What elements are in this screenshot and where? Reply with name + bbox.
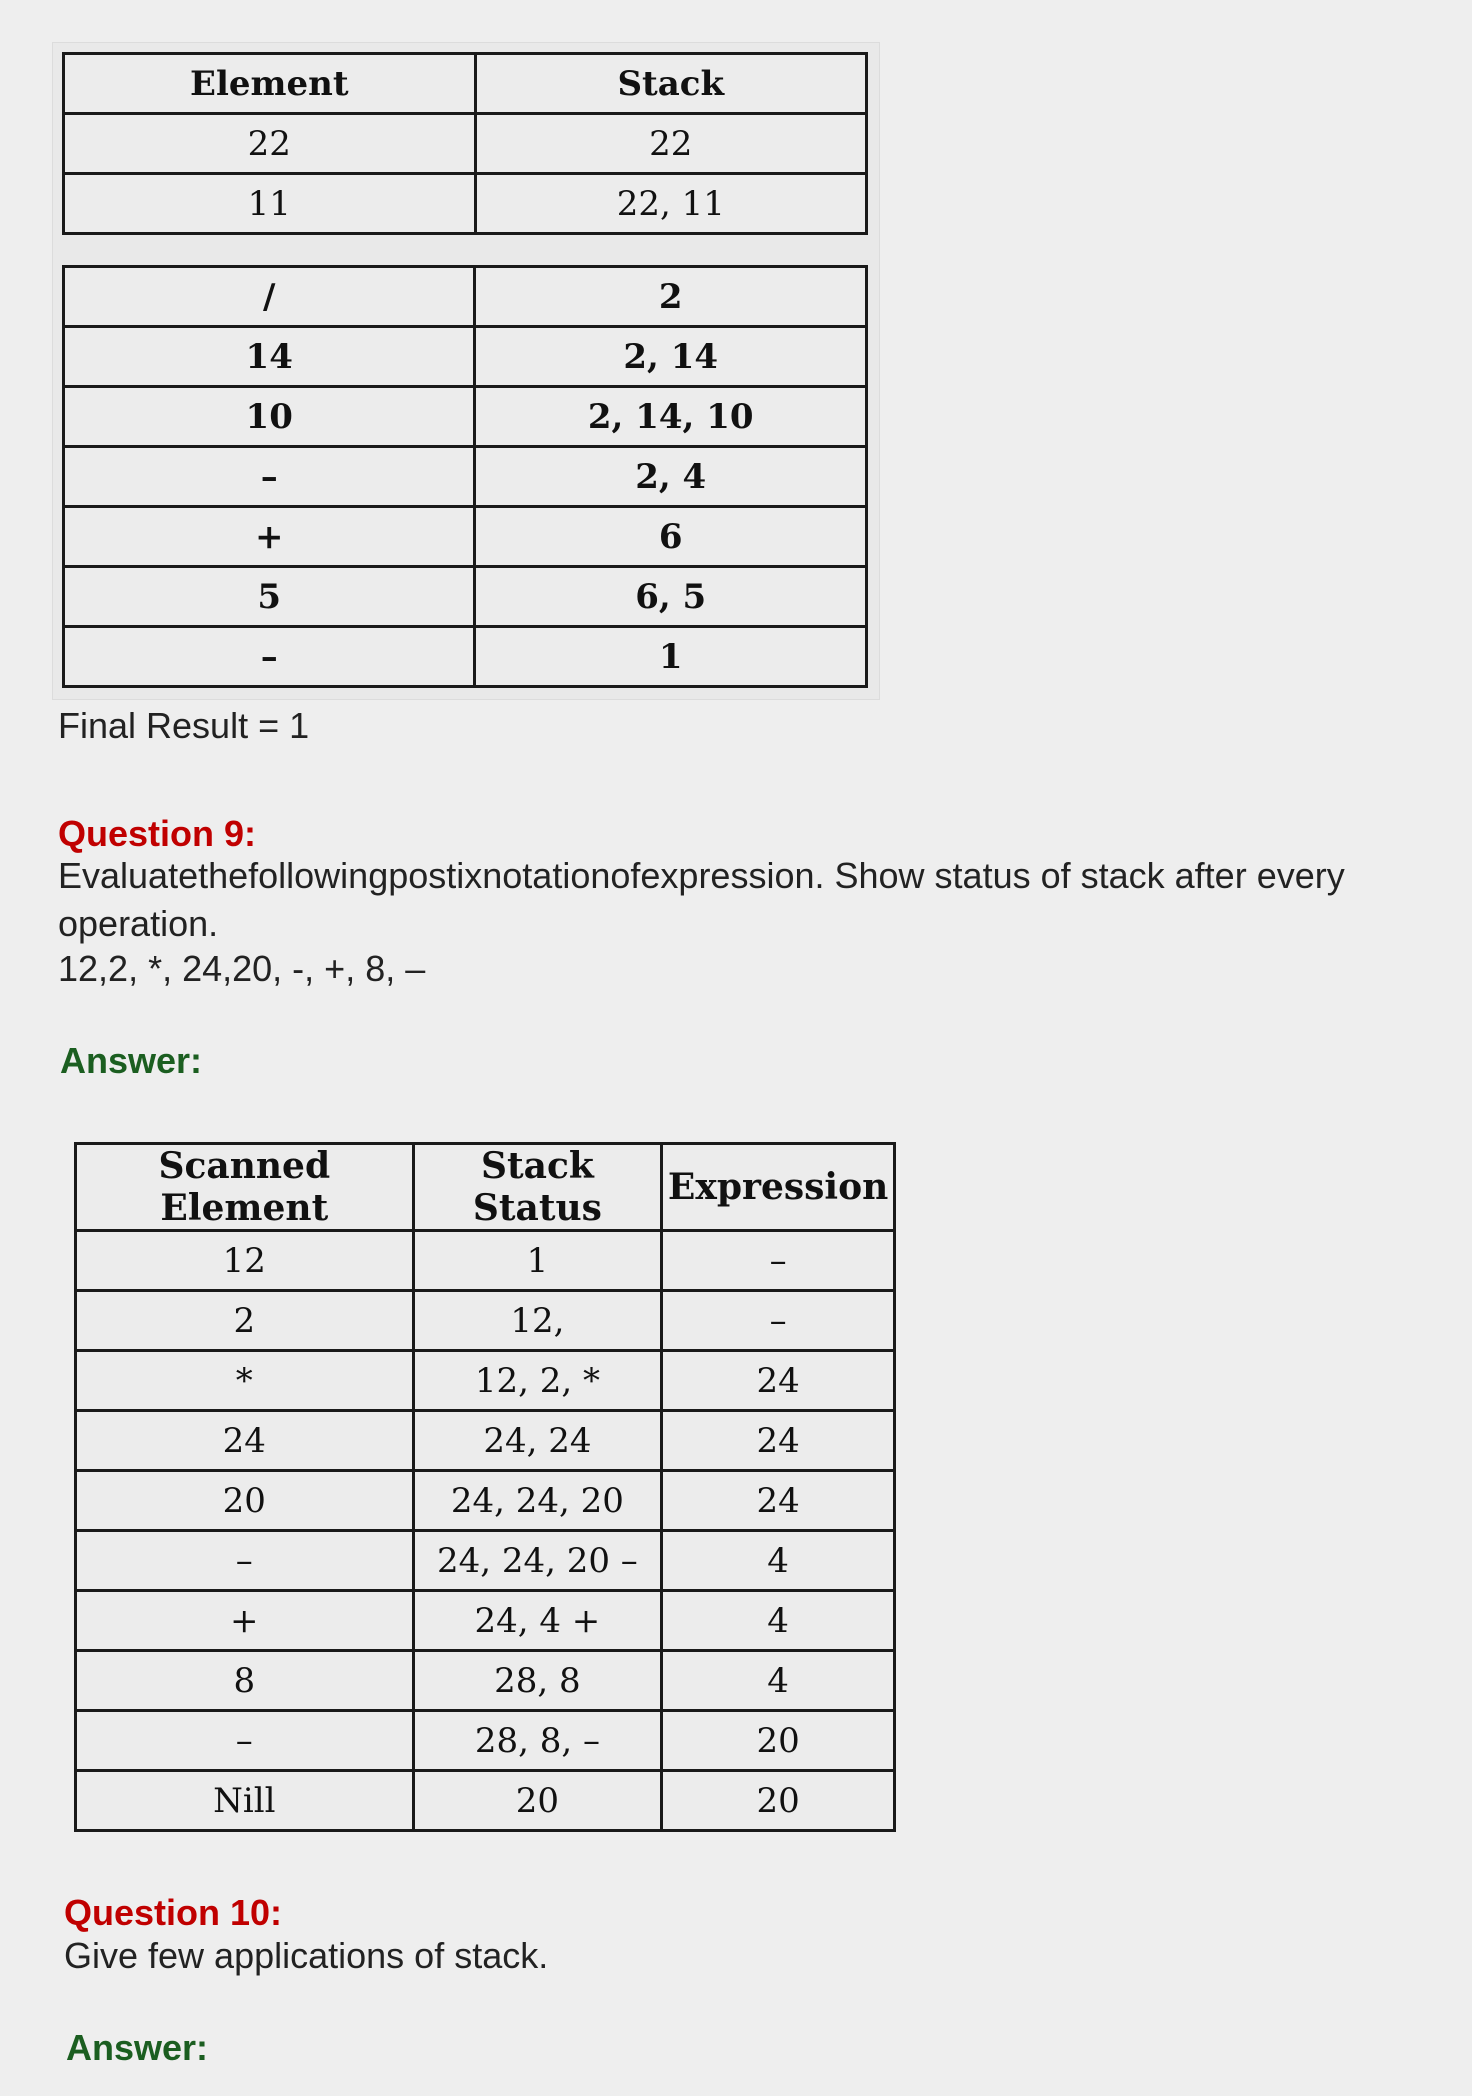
question-9-text-line2: operation. [58, 903, 219, 944]
table-header-row [76, 1144, 895, 1231]
table-row [64, 327, 867, 387]
table-cell: 6 [475, 507, 867, 567]
table-row [76, 1411, 895, 1471]
table-cell: 6, 5 [475, 567, 867, 627]
table-cell: 24 [662, 1471, 895, 1531]
table-cell: Nill [76, 1771, 414, 1831]
table-cell: 24 [662, 1411, 895, 1471]
table-cell: 2 [475, 267, 867, 327]
question-9-expression: 12,2, *, 24,20, -, +, 8, – [58, 948, 426, 989]
table-cell: – [662, 1231, 895, 1291]
table-row [76, 1291, 895, 1351]
table-cell: 12 [76, 1231, 414, 1291]
table-cell: 20 [662, 1711, 895, 1771]
header-stack: Stack [475, 54, 866, 114]
header-stack-status: Stack Status [413, 1144, 662, 1231]
table-cell: 14 [64, 327, 475, 387]
table-cell: – [76, 1711, 414, 1771]
table-cell: 22 [64, 114, 476, 174]
table-row [76, 1651, 895, 1711]
table-row [76, 1771, 895, 1831]
table-cell: 22 [475, 114, 866, 174]
table-header-row [64, 54, 867, 114]
table-row [64, 114, 867, 174]
table-row [64, 567, 867, 627]
table-row [76, 1351, 895, 1411]
header-scanned-element: Scanned Element [76, 1144, 414, 1231]
table-cell: 24, 24, 20 – [413, 1531, 662, 1591]
table-cell: 24, 4 + [413, 1591, 662, 1651]
table-cell: 28, 8, – [413, 1711, 662, 1771]
table-cell: 12, [413, 1291, 662, 1351]
table-row [64, 507, 867, 567]
table-cell: * [76, 1351, 414, 1411]
table-cell: 11 [64, 174, 476, 234]
table-row [64, 627, 867, 687]
table-cell: 8 [76, 1651, 414, 1711]
table-cell: 24 [76, 1411, 414, 1471]
table-cell: – [76, 1531, 414, 1591]
table-cell: 4 [662, 1591, 895, 1651]
element-stack-table [62, 52, 868, 235]
table-cell: – [662, 1291, 895, 1351]
table-cell: 1 [475, 627, 867, 687]
table-cell: 4 [662, 1651, 895, 1711]
table-cell: 2 [76, 1291, 414, 1351]
table-row [64, 387, 867, 447]
table-row [64, 447, 867, 507]
postfix-evaluation-table [74, 1142, 896, 1832]
question-9-text-line1: Evaluatethefollowingpostixnotationofexpression. Show status of stack after every [58, 855, 1345, 896]
table-cell: 2, 14, 10 [475, 387, 867, 447]
table-row [76, 1711, 895, 1771]
question-10-heading: Question 10: [64, 1892, 283, 1933]
table-cell: 20 [413, 1771, 662, 1831]
table-cell: 24 [662, 1351, 895, 1411]
table-cell: / [64, 267, 475, 327]
answer-label-q9: Answer: [60, 1040, 203, 1081]
table-cell: 24, 24 [413, 1411, 662, 1471]
table-cell: 28, 8 [413, 1651, 662, 1711]
table-cell: 20 [76, 1471, 414, 1531]
question-10-text: Give few applications of stack. [64, 1935, 549, 1976]
table-cell: 1 [413, 1231, 662, 1291]
final-result: Final Result = 1 [58, 705, 310, 746]
question-9-heading: Question 9: [58, 813, 257, 854]
continued-stack-table [62, 265, 868, 688]
table-cell: 4 [662, 1531, 895, 1591]
table-cell: 10 [64, 387, 475, 447]
table-cell: + [76, 1591, 414, 1651]
table-cell: – [64, 627, 475, 687]
table-cell: 24, 24, 20 [413, 1471, 662, 1531]
header-expression: Expression [662, 1144, 895, 1231]
table-row [64, 267, 867, 327]
table-row [76, 1531, 895, 1591]
table-cell: 2, 14 [475, 327, 867, 387]
table-row [76, 1231, 895, 1291]
table-cell: 22, 11 [475, 174, 866, 234]
table-cell: – [64, 447, 475, 507]
table-cell: + [64, 507, 475, 567]
table-cell: 2, 4 [475, 447, 867, 507]
answer-label-q10: Answer: [66, 2027, 209, 2068]
header-element: Element [64, 54, 476, 114]
table-row [76, 1471, 895, 1531]
table-cell: 12, 2, * [413, 1351, 662, 1411]
table-cell: 20 [662, 1771, 895, 1831]
table-row [64, 174, 867, 234]
table-row [76, 1591, 895, 1651]
table-cell: 5 [64, 567, 475, 627]
